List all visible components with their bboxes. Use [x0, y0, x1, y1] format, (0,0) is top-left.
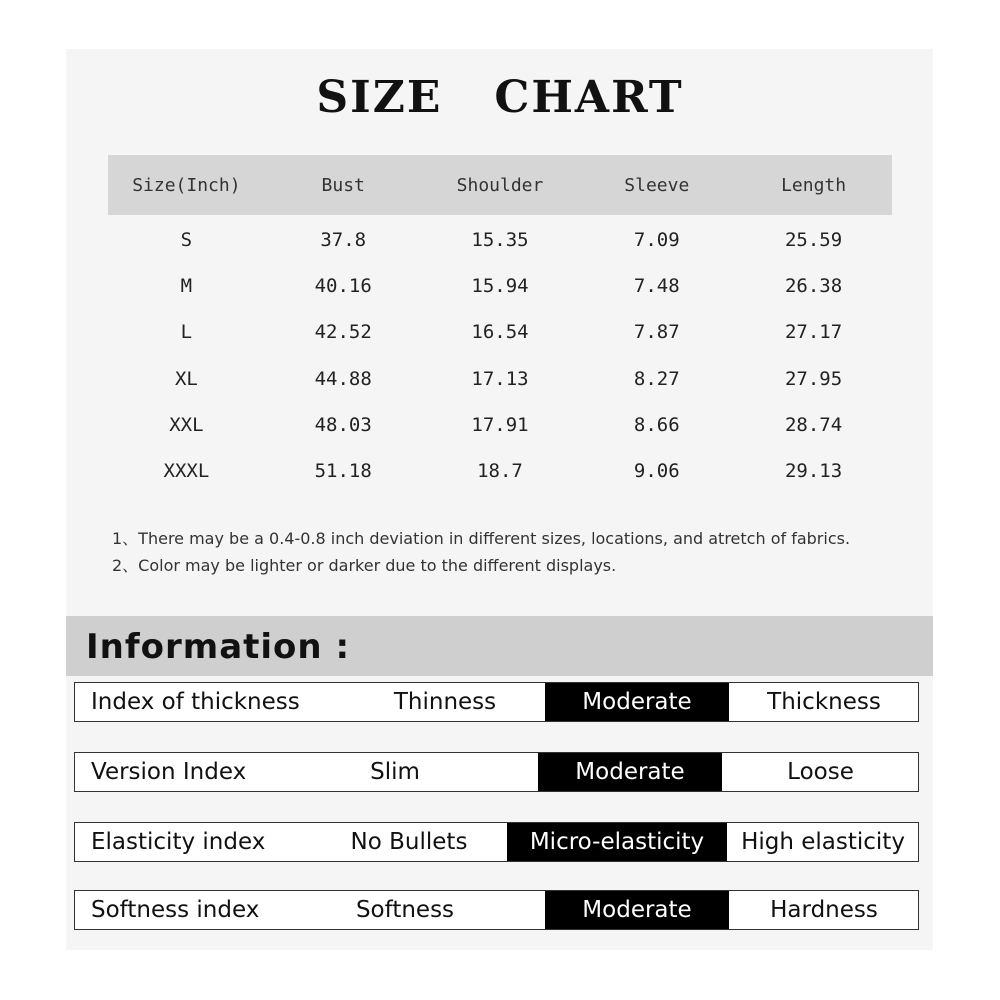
table-cell: 51.18	[314, 460, 372, 483]
notes	[112, 525, 850, 579]
table-cell: S	[180, 229, 193, 252]
info-row-elasticity	[74, 822, 919, 862]
table-cell: 28.74	[784, 413, 843, 436]
table-cell: 44.88	[314, 367, 372, 390]
table-cell: 17.91	[471, 413, 529, 436]
table-row	[108, 309, 892, 355]
table-row	[108, 217, 892, 263]
table-cell: M	[180, 275, 193, 298]
info-row-version	[74, 752, 919, 792]
info-option-selected: Moderate	[545, 683, 729, 721]
table-cell: 18.7	[477, 460, 523, 483]
table-cell: 7.48	[633, 275, 680, 298]
header-bust: Bust	[321, 174, 365, 196]
info-option: Loose	[787, 759, 854, 785]
header-size: Size(Inch)	[132, 174, 241, 196]
table-cell: 37.8	[320, 229, 367, 252]
header-shoulder: Shoulder	[456, 174, 544, 196]
table-cell: 42.52	[314, 321, 372, 344]
info-option: Thinness	[393, 689, 497, 715]
info-option: Softness	[355, 897, 455, 923]
table-cell: 15.94	[471, 275, 529, 298]
info-option-selected: Moderate	[538, 753, 722, 791]
table-cell: XXXL	[163, 460, 210, 483]
table-cell: XXL	[169, 413, 204, 436]
info-label: Version Index	[91, 759, 247, 785]
table-row	[108, 263, 892, 309]
header-sleeve: Sleeve	[624, 174, 690, 196]
table-row	[108, 402, 892, 448]
table-cell: 27.95	[784, 367, 843, 390]
info-label: Index of thickness	[91, 689, 300, 715]
table-cell: 27.17	[784, 321, 843, 344]
table-cell: 7.09	[633, 229, 680, 252]
info-option: No Bullets	[350, 829, 468, 855]
table-cell: 29.13	[784, 460, 843, 483]
table-cell: 16.54	[471, 321, 529, 344]
table-cell: 9.06	[633, 460, 680, 483]
info-option: Hardness	[770, 897, 878, 923]
table-row	[108, 448, 892, 494]
table-cell: 17.13	[471, 367, 529, 390]
table-header	[108, 155, 892, 215]
table-cell: 7.87	[633, 321, 680, 344]
table-cell: XL	[174, 367, 198, 390]
table-cell: 15.35	[471, 229, 529, 252]
table-body	[108, 215, 892, 494]
info-option: High elasticity	[741, 829, 905, 855]
info-option-selected: Moderate	[545, 891, 729, 929]
info-row-thickness	[74, 682, 919, 722]
info-option: Slim	[370, 759, 420, 785]
info-option: Thickness	[767, 689, 881, 715]
table-cell: 48.03	[314, 413, 372, 436]
info-option-selected: Micro-elasticity	[507, 823, 727, 861]
info-label: Elasticity index	[91, 829, 266, 855]
note-line: 2、Color may be lighter or darker due to the different displays.	[112, 556, 617, 575]
table-cell: 8.27	[633, 367, 680, 390]
info-label: Softness index	[91, 897, 260, 923]
table-cell: 26.38	[784, 275, 843, 298]
information-title: Information :	[86, 627, 351, 667]
table-cell: L	[180, 321, 193, 344]
note-line: 1、There may be a 0.4-0.8 inch deviation in different sizes, locations, and atretch of fabrics.	[112, 529, 851, 548]
table-cell: 25.59	[784, 229, 843, 252]
info-row-softness	[74, 890, 919, 930]
table-cell: 8.66	[633, 413, 680, 436]
size-table	[108, 155, 892, 494]
header-length: Length	[781, 174, 847, 196]
page-title: SIZE CHART	[316, 72, 684, 123]
table-row	[108, 356, 892, 402]
table-cell: 40.16	[314, 275, 372, 298]
